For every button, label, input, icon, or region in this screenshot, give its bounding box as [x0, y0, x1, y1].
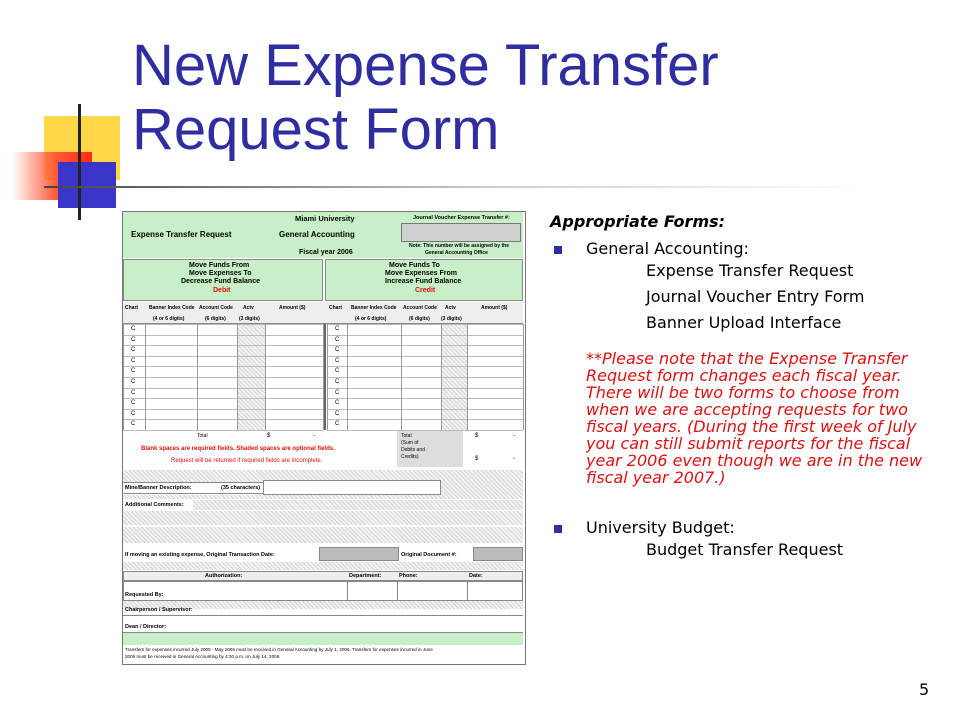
chart-letter: C: [335, 368, 340, 375]
grid-row-line: [123, 377, 323, 378]
right-total-1: Total: [401, 433, 412, 439]
ga-label: General Accounting:: [586, 239, 749, 258]
form-left-type: Debit: [213, 287, 231, 294]
grid-col-line: [265, 324, 266, 430]
grid-col-line: [523, 324, 524, 430]
ub-label: University Budget:: [586, 518, 735, 537]
chart-letter: C: [131, 389, 136, 396]
auth-row-label-3: Dean / Director:: [125, 624, 166, 630]
col-sub-account-l: (6 digits): [205, 316, 226, 322]
bullet-square-icon: [554, 246, 562, 254]
return-note: Request will be returned if required fields are incomplete.: [171, 458, 323, 464]
grid-row-line: [327, 419, 523, 420]
grid-row-line: [327, 409, 523, 410]
grid-col-line: [401, 324, 402, 430]
total-dollar-r2: $: [475, 456, 479, 462]
form-dept: General Accounting: [279, 230, 355, 239]
auth-divider-3: [467, 581, 468, 601]
right-panel: [550, 212, 950, 563]
grid-col-line: [123, 324, 124, 430]
orig-doc-box: [473, 547, 523, 561]
form-image: [122, 211, 526, 665]
mine-hatch: [441, 480, 523, 495]
chart-letter: C: [131, 336, 136, 343]
col-account-r: Account Code: [403, 305, 437, 311]
grid-row-line: [123, 335, 323, 336]
chart-letter: C: [335, 421, 340, 428]
title-line-2: Request Form: [132, 97, 500, 162]
right-total-3: Debits and: [401, 447, 425, 453]
grid-col-line: [441, 324, 442, 430]
grid-row-line: [327, 398, 523, 399]
form-title: Expense Transfer Request: [131, 230, 232, 239]
footer-green-bar: [123, 633, 523, 645]
grid-row-line: [123, 324, 323, 325]
auth-row-label-1: Requested By:: [125, 592, 164, 598]
chart-letter: C: [131, 379, 136, 385]
grid-row-line: [123, 419, 323, 420]
total-dash-r2: -: [513, 456, 515, 462]
chart-letter: C: [335, 379, 340, 385]
form-right-head-2: Move Expenses From: [385, 270, 457, 277]
grid-center-divider: [324, 324, 326, 430]
chart-letter: C: [335, 347, 340, 354]
comments-label: Additional Comments:: [125, 502, 184, 508]
grid-row-line: [123, 388, 323, 389]
total-dollar-r1: $: [475, 433, 479, 439]
right-total-2: (Sum of: [401, 440, 419, 446]
col-sub-account-r: (6 digits): [409, 316, 430, 322]
chart-letter: C: [131, 357, 136, 364]
grid-col-line: [327, 324, 328, 430]
footer-line-1: Transfers for expenses incurred July 2005 - May 2006 must be received in General Accounting by July 1, 2006. Transfers for expenses incurred in June: [125, 647, 433, 652]
chart-letter: C: [335, 410, 340, 417]
grid-row-line: [123, 345, 323, 346]
grid-row-line: [123, 356, 323, 357]
grid-row-line: [327, 335, 523, 336]
comments-lines-2: [123, 527, 523, 543]
col-actv-l: Actv: [243, 305, 254, 311]
form-left-head-3: Decrease Fund Balance: [181, 278, 260, 285]
auth-col-3: Phone:: [399, 573, 418, 579]
auth-divider-2: [397, 581, 398, 601]
fiscal-year-note: **Please note that the Expense Transfer Request form changes each fiscal year. There will be two forms to choose from when we are accepting requests for two fiscal years. (During the first week of July you can still submit reports for the fiscal year 2006 even though we are in the new fiscal year 2007.): [586, 349, 923, 487]
chars-label: (35 characters): [221, 485, 261, 491]
decor-vertical-line: [78, 104, 81, 220]
form-entry-grid: [123, 324, 523, 430]
grid-row-line: [327, 377, 523, 378]
form-right-head-1: Move Funds To: [389, 262, 440, 269]
chart-letter: C: [335, 389, 340, 396]
comments-hatch: [193, 500, 523, 510]
footer-line-2: 2006 must be received in General Accounting by 4:30 p.m. on July 14, 2006.: [125, 654, 281, 659]
grid-row-line: [327, 366, 523, 367]
col-sub-index-r: (4 or 6 digits): [355, 316, 387, 322]
auth-col-2: Department:: [349, 573, 382, 579]
col-actv-r: Actv: [445, 305, 456, 311]
grid-row-line: [123, 409, 323, 410]
form-university: Miami University: [295, 214, 355, 223]
grid-row-line: [327, 324, 523, 325]
bullet-general-accounting: [550, 239, 950, 258]
grid-row-line: [123, 430, 323, 431]
orig-date-label: If moving an existing expense, Original Transaction Date:: [125, 552, 275, 558]
form-jv-note-1: Note: This number will be assigned by the: [409, 243, 510, 249]
ga-item-1: Expense Transfer Request: [646, 261, 854, 280]
decor-horizontal-line: [44, 186, 874, 188]
auth-sep-2: [123, 615, 523, 616]
chart-letter: C: [335, 326, 340, 332]
col-index-r: Banner Index Code: [351, 305, 397, 311]
grid-col-line: [237, 324, 238, 430]
auth-row-label-2: Chairperson / Supervisor:: [125, 607, 193, 613]
chart-letter: C: [131, 410, 136, 417]
form-left-head-2: Move Expenses To: [189, 270, 252, 277]
orig-doc-label: Original Document #:: [401, 552, 457, 558]
total-dash-r1: -: [513, 433, 515, 439]
page-number: 5: [919, 680, 930, 699]
form-left-head-1: Move Funds From: [189, 262, 250, 269]
form-right-type: Credit: [415, 287, 436, 294]
form-right-head-3: Increase Fund Balance: [385, 278, 462, 285]
chart-letter: C: [335, 400, 340, 407]
auth-header: [123, 571, 523, 581]
hatch-bar-2: [123, 495, 523, 499]
auth-col-1: Authorization:: [205, 573, 243, 579]
grid-row-line: [123, 366, 323, 367]
chart-letter: C: [335, 357, 340, 364]
forms-heading: Appropriate Forms:: [550, 212, 726, 231]
auth-divider-1: [347, 581, 348, 601]
form-jv-note-2: General Accounting Office: [425, 250, 488, 256]
mine-input-box: [263, 480, 441, 495]
ga-item-2: Journal Voucher Entry Form: [646, 287, 865, 306]
mine-label: Mine/Banner Description:: [125, 485, 192, 491]
grid-col-line: [197, 324, 198, 430]
col-amount-l: Amount ($): [279, 305, 306, 311]
grid-row-line: [327, 388, 523, 389]
grid-row-line: [123, 398, 323, 399]
blank-note: Blank spaces are required fields. Shaded spaces are optional fields.: [141, 446, 335, 452]
grid-row-line: [327, 345, 523, 346]
auth-row-1: [123, 581, 523, 601]
col-account-l: Account Code: [199, 305, 233, 311]
grid-col-line: [145, 324, 146, 430]
bullet-square-icon: [554, 525, 562, 533]
total-dollar-l: $: [267, 433, 271, 439]
hatch-bar-3: [123, 562, 523, 570]
col-sub-actv-r: (3 digits): [441, 316, 462, 322]
chart-letter: C: [131, 421, 136, 428]
orig-date-box: [319, 547, 399, 561]
chart-letter: C: [131, 400, 136, 407]
slide-title: [132, 34, 719, 162]
form-jv-box: [401, 223, 521, 242]
col-amount-r: Amount ($): [481, 305, 508, 311]
col-sub-actv-l: (3 digits): [239, 316, 260, 322]
col-sub-index-l: (4 or 6 digits): [153, 316, 185, 322]
grid-col-line: [467, 324, 468, 430]
comments-lines-1: [123, 511, 523, 525]
bullet-university-budget: [550, 518, 950, 537]
total-label-l: Total: [197, 433, 208, 439]
form-jv-label: Journal Voucher Expense Transfer #:: [413, 215, 510, 221]
chart-letter: C: [131, 368, 136, 375]
form-fiscal-year: Fiscal year 2006: [299, 249, 353, 256]
chart-letter: C: [131, 326, 136, 332]
auth-col-4: Date:: [469, 573, 483, 579]
chart-letter: C: [131, 347, 136, 354]
total-dash-l: -: [313, 433, 315, 439]
title-line-1: New Expense Transfer: [132, 33, 719, 98]
ga-item-3: Banner Upload Interface: [646, 313, 842, 332]
chart-letter: C: [335, 336, 340, 343]
col-index-l: Banner Index Code: [149, 305, 195, 311]
col-chart-r: Chart: [329, 305, 343, 311]
grid-col-line: [347, 324, 348, 430]
right-total-4: Credits): [401, 454, 419, 460]
col-chart-l: Chart: [125, 305, 139, 311]
grid-row-line: [327, 356, 523, 357]
decor-blue-square: [58, 162, 116, 208]
ub-item-1: Budget Transfer Request: [646, 540, 844, 559]
